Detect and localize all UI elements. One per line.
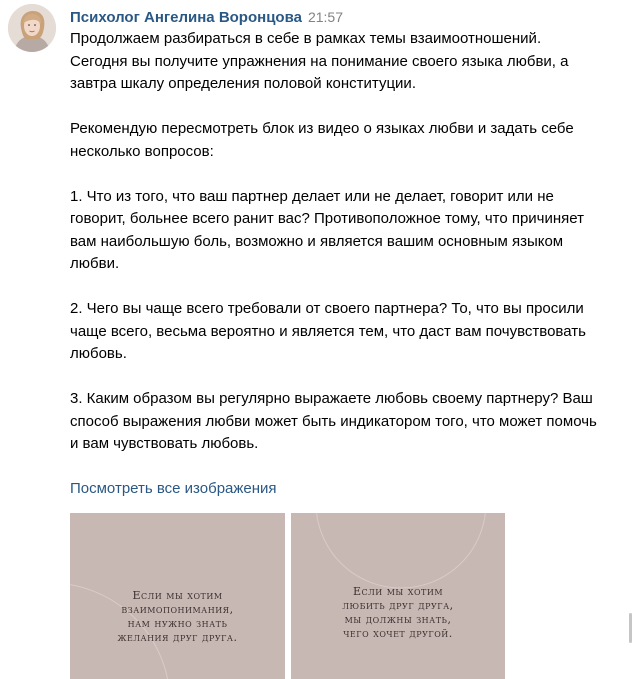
message-paragraph: 3. Каким образом вы регулярно выражаете любовь своему партнеру? Ваш способ выражения любви может быть индикатором того, что может помочь и вам чувствовать любовь. bbox=[70, 390, 597, 452]
view-all-images-link[interactable]: Посмотреть все изображения bbox=[70, 480, 277, 497]
message-paragraph: 2. Чего вы чаще всего требовали от своего партнера? То, что вы просили чаще всего, весьма вероятно и является тем, что даст вам почувствовать любовь. bbox=[70, 300, 586, 362]
message-paragraph: 1. Что из того, что ваш партнер делает или не делает, говорит или не говорит, больнее всего ранит вас? Противоположное тому, что причиняет вам наибольшую боль, возможно и является вашим основным языком любви. bbox=[70, 187, 584, 272]
image-caption-text: Если мы хотим любить друг друга, мы должны знать, чего хочет другой. bbox=[342, 585, 454, 640]
avatar-photo bbox=[8, 4, 56, 52]
author-name-link[interactable]: Психолог Ангелина Воронцова bbox=[70, 9, 302, 26]
message-header bbox=[70, 7, 343, 28]
message-paragraph: Продолжаем разбираться в себе в рамках темы взаимоотношений. Сегодня вы получите упражнения на понимание своего языка любви, а завтра шкалу определения половой конституции. bbox=[70, 30, 569, 92]
message-time[interactable]: 21:57 bbox=[307, 9, 343, 25]
avatar[interactable] bbox=[8, 4, 56, 52]
attached-image[interactable] bbox=[70, 513, 285, 679]
message-body bbox=[70, 28, 600, 456]
message-paragraph: Рекомендую пересмотреть блок из видео о языках любви и задать себе несколько вопросов: bbox=[70, 120, 574, 160]
image-caption-text: Если мы хотим взаимопонимания, нам нужно знать желания друг друга. bbox=[117, 589, 238, 644]
attached-image[interactable] bbox=[291, 513, 505, 679]
